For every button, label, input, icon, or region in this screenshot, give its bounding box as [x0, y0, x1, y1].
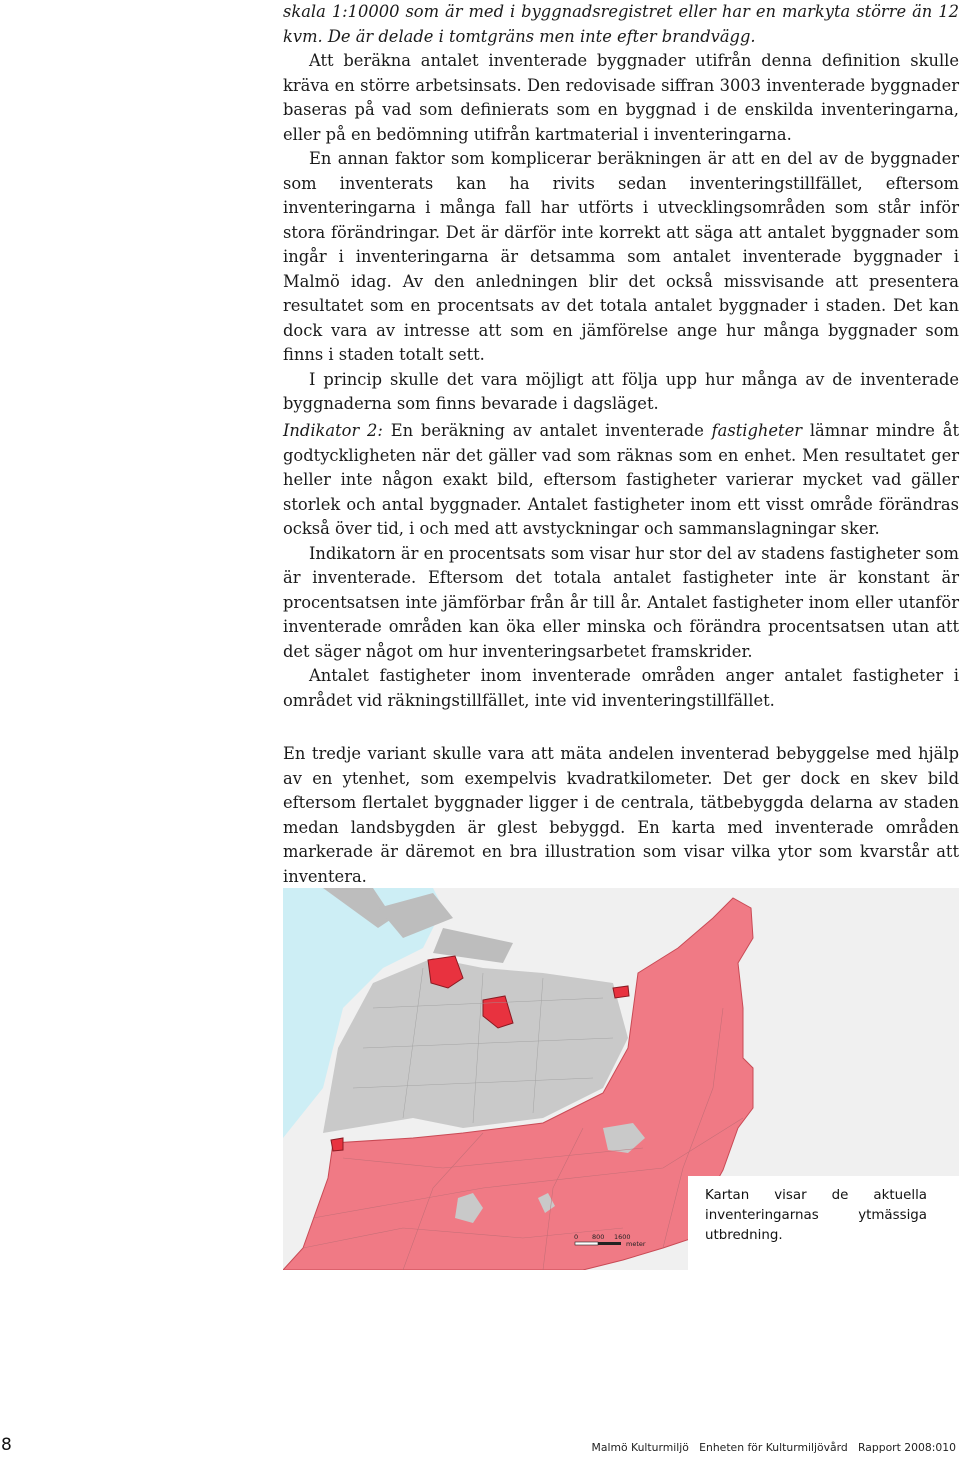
text-block-3 [283, 742, 959, 889]
footer-text: Malmö Kulturmiljö Enheten för Kulturmiljövård Rapport 2008:010 [591, 1441, 956, 1454]
map-caption: Kartan visar de aktuella inventeringarnas ytmässiga utbredning. [705, 1188, 927, 1243]
text-run: En beräkning av antalet inventerade [382, 421, 712, 440]
page-footer [0, 1435, 960, 1459]
text-block-1 [283, 0, 959, 417]
scale-label: 1600 [614, 1233, 631, 1241]
scale-label: 800 [592, 1233, 605, 1241]
paragraph-italic-continuation: skala 1:10000 som är med i byggnadsregistret eller har en markyta större än 12 kvm. De är delade i tomtgräns men inte efter brandvägg. [283, 2, 959, 46]
inventoried-patch [613, 986, 629, 998]
page-number: 8 [1, 1435, 12, 1455]
paragraph: Indikatorn är en procentsats som visar hur stor del av stadens fastigheter som är inventerade. Eftersom det totala antalet fastigheter inte är konstant är procentsatsen inte jämförbar från år till år. Antalet fastigheter inom eller utanför inventerade områden kan öka eller minska och förändra procentsatsen utan att det säger något om hur inventeringsarbetet framskrider. [283, 543, 959, 661]
paragraph: Att beräkna antalet inventerade byggnader utifrån denna definition skulle kräva en större arbetsinsats. Den redovisade siffran 3003 inventerade byggnader baseras på vad som definierats som en byggnad i de enskilda inventeringarna, eller på en bedömning utifrån kartmaterial i inventeringarna. [283, 51, 959, 144]
paragraph: Antalet fastigheter inom inventerade områden anger antalet fastigheter i området vid räkningstillfället, inte vid inventeringstillfället. [283, 666, 959, 710]
paragraph: I princip skulle det vara möjligt att följa upp hur många av de inventerade byggnaderna som finns bevarade i dagsläget. [283, 369, 959, 413]
text-block-2 [283, 419, 959, 713]
emphasis: fastigheter [711, 421, 802, 440]
scale-label: meter [626, 1240, 646, 1248]
indicator-label: Indikator 2: [283, 421, 383, 440]
text-run: lämnar mindre åt godtyckligheten när det gäller vad som räknas som en enhet. Men resultatet ger heller inte någon exakt bild, eftersom fastigheter varierar mycket vad gäller storlek och antal byggnader. Antalet fastigheter inom ett visst område förändras också över tid, i och med att avstyckningar och sammanslagningar sker. [283, 421, 959, 538]
scale-label: 0 [574, 1233, 579, 1241]
paragraph: En tredje variant skulle vara att mäta andelen inventerad bebyggelse med hjälp av en ytenhet, som exempelvis kvadratkilometer. Det ger dock en skev bild eftersom flertalet byggnader ligger i de centrala, tätbebyggda delarna av staden medan landsbygden är glest bebyggd. En karta med inventerade områden markerade är däremot en bra illustration som visar vilka ytor som kvarstår att inventera. [283, 744, 959, 886]
inventoried-patch [331, 1138, 343, 1151]
paragraph: En annan faktor som komplicerar beräkningen är att en del av de byggnader som inventerats kan ha rivits sedan inventeringstillfället, eftersom inventeringarna i många fall har utförts i utvecklingsområden som står inför stora förändringar. Det är därför inte korrekt att säga att antalet byggnader som ingår i inventeringarna är detsamma som antalet inventerade byggnader i Malmö idag. Av den anledningen blir det också missvisande att presentera resultatet som en procentsats av det totala antalet byggnader i staden. Det kan dock vara av intresse att som en jämförelse ange hur många byggnader som finns i staden totalt sett. [283, 149, 959, 364]
paragraph-indicator-2 [283, 419, 959, 542]
